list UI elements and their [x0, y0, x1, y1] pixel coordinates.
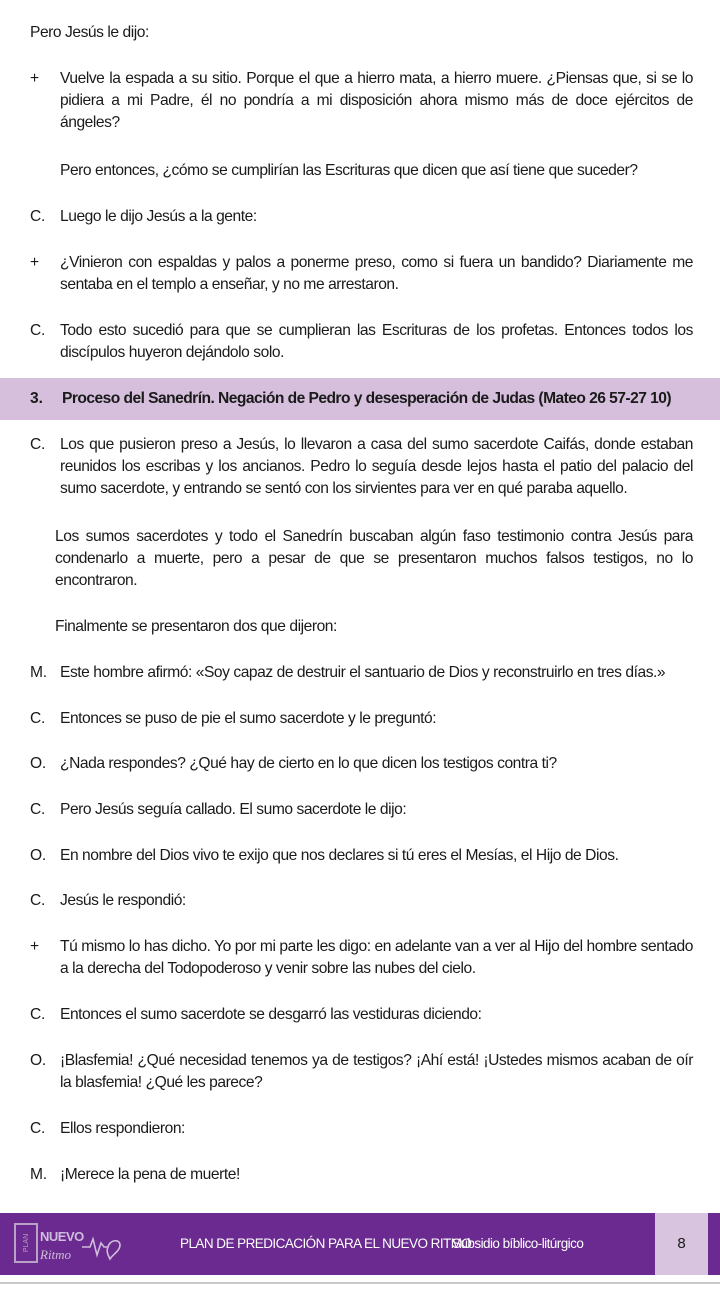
speaker-marker: M. — [30, 664, 47, 681]
reading-paragraph: ¿Nada respondes? ¿Qué hay de cierto en lo que dicen los testigos contra ti? — [60, 755, 557, 772]
speaker-marker: C. — [30, 1006, 45, 1023]
speaker-marker: C. — [30, 436, 45, 453]
reading-paragraph: Jesús le respondió: — [60, 892, 186, 909]
reading-paragraph: ¡Merece la pena de muerte! — [60, 1166, 240, 1183]
reading-paragraph: Este hombre afirmó: «Soy capaz de destruir el santuario de Dios y reconstruirlo en tres días.» — [60, 664, 666, 681]
speaker-marker: M. — [30, 1166, 47, 1183]
logo-side-text: PLAN — [23, 1233, 30, 1253]
reading-paragraph: En nombre del Dios vivo te exijo que nos declares si tú eres el Mesías, el Hijo de Dios. — [60, 847, 619, 864]
nuevo-ritmo-logo — [12, 1221, 132, 1267]
speaker-marker: C. — [30, 322, 45, 339]
speaker-marker: C. — [30, 1120, 45, 1137]
logo-bottom-text: Ritmo — [40, 1247, 72, 1262]
reading-paragraph: Ellos respondieron: — [60, 1120, 185, 1137]
reading-paragraph: ¿Vinieron con espaldas y palos a ponerme preso, como si fuera un bandido? Diariamente me sentaba en el templo a enseñar, y no me arrestaron. — [60, 254, 693, 293]
footer-edge-strip — [708, 1213, 720, 1275]
speaker-marker: O. — [30, 755, 46, 772]
heart-icon — [107, 1241, 120, 1259]
reading-paragraph: Tú mismo lo has dicho. Yo por mi parte les digo: en adelante van a ver al Hijo del hombre sentado a la derecha del Todopoderoso y venir sobre las nubes del cielo. — [60, 938, 693, 977]
reading-paragraph: Vuelve la espada a su sitio. Porque el que a hierro mata, a hierro muere. ¿Piensas que, si se lo pidiera a mi Padre, él no pondría a mi disposición ahora mismo más de doce ejércitos de ángeles? — [60, 70, 693, 131]
section-title: Proceso del Sanedrín. Negación de Pedro y desesperación de Judas (Mateo 26 57-27 10) — [62, 390, 671, 407]
speaker-marker: C. — [30, 710, 45, 727]
page-number-box — [655, 1213, 708, 1275]
footer-subtitle: Subsidio bíblico-litúrgico — [452, 1236, 584, 1251]
speaker-marker: + — [30, 254, 39, 271]
logo-top-text: NUEVO — [40, 1229, 84, 1244]
intro-line: Pero Jesús le dijo: — [30, 24, 149, 41]
page-footer — [0, 1213, 720, 1275]
reading-paragraph: Todo esto sucedió para que se cumplieran las Escrituras de los profetas. Entonces todos los discípulos huyeron dejándolo solo. — [60, 322, 693, 361]
speaker-marker: C. — [30, 801, 45, 818]
reading-paragraph: Los sumos sacerdotes y todo el Sanedrín buscaban algún faso testimonio contra Jesús para condenarlo a muerte, pero a pesar de que se presentaron muchos falsos testigos, no lo encontraron. — [55, 528, 693, 589]
footer-title: PLAN DE PREDICACIÓN PARA EL NUEVO RITMO — [180, 1236, 472, 1251]
reading-paragraph: Entonces el sumo sacerdote se desgarró las vestiduras diciendo: — [60, 1006, 482, 1023]
bottom-divider — [0, 1282, 720, 1284]
section-number: 3. — [30, 390, 44, 407]
page-number: 8 — [677, 1235, 686, 1252]
reading-paragraph: Pero entonces, ¿cómo se cumplirían las Escrituras que dicen que así tiene que suceder? — [60, 162, 638, 179]
reading-paragraph: Pero Jesús seguía callado. El sumo sacerdote le dijo: — [60, 801, 407, 818]
speaker-marker: O. — [30, 847, 46, 864]
speaker-marker: C. — [30, 892, 45, 909]
reading-paragraph: Entonces se puso de pie el sumo sacerdote y le preguntó: — [60, 710, 437, 727]
speaker-marker: + — [30, 70, 39, 87]
reading-paragraph: Los que pusieron preso a Jesús, lo llevaron a casa del sumo sacerdote Caifás, donde estaban reunidos los escribas y los ancianos. Pedro lo seguía desde lejos hasta el patio del palacio del sumo sacerdote, y entrando se sentó con los sirvientes para ver en qué paraba aquello. — [60, 436, 693, 497]
reading-paragraph: Luego le dijo Jesús a la gente: — [60, 208, 257, 225]
speaker-marker: C. — [30, 208, 45, 225]
speaker-marker: + — [30, 938, 39, 955]
reading-paragraph: Finalmente se presentaron dos que dijeron: — [55, 618, 337, 635]
reading-paragraph: ¡Blasfemia! ¿Qué necesidad tenemos ya de testigos? ¡Ahí está! ¡Ustedes mismos acaban de oír la blasfemia! ¿Qué les parece? — [60, 1052, 693, 1091]
speaker-marker: O. — [30, 1052, 46, 1069]
